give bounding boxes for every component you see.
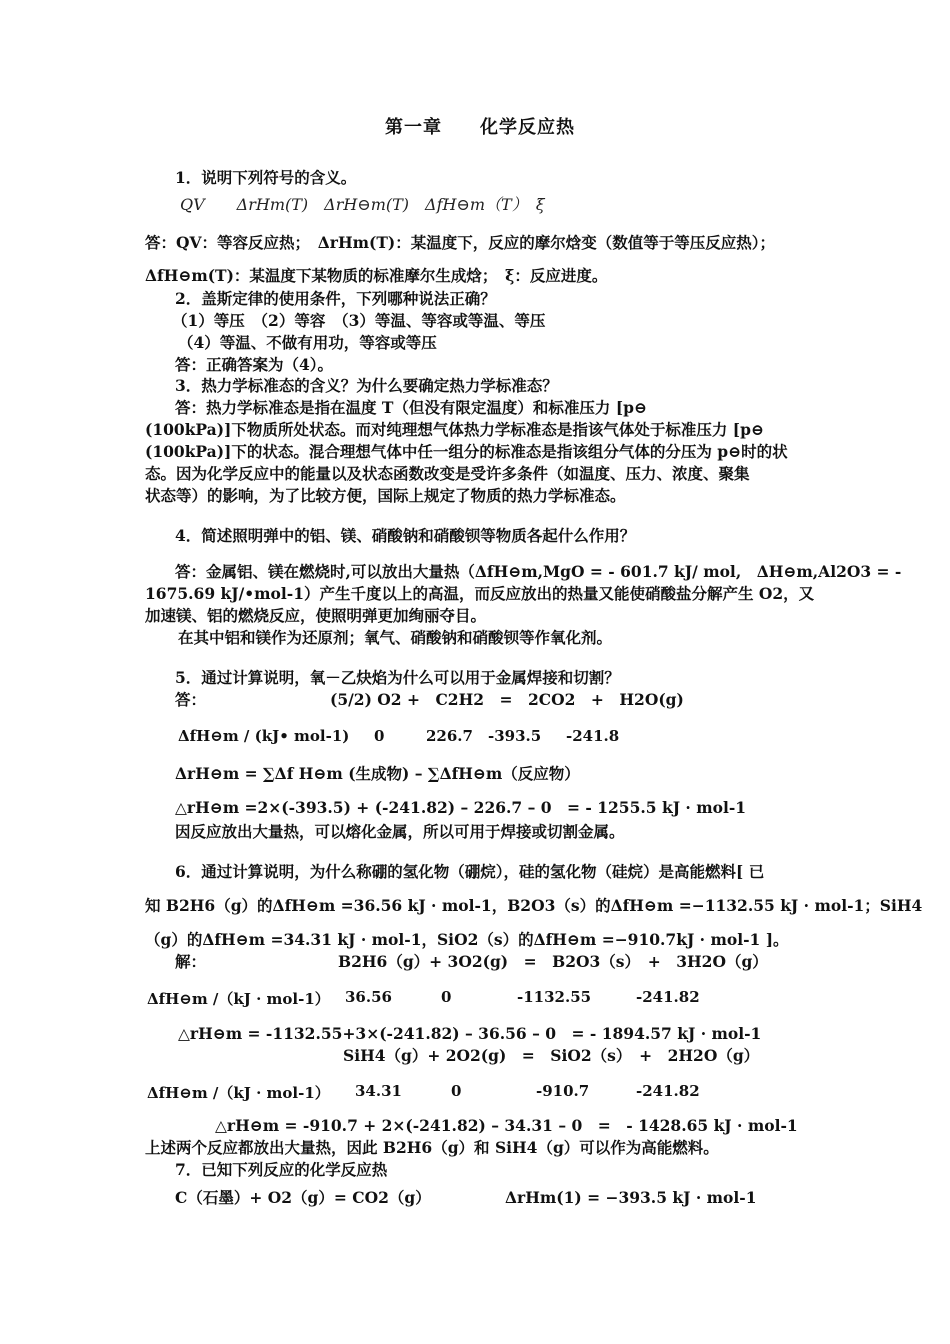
q2-options-2: （4）等温、不做有用功，等容或等压 <box>178 333 437 352</box>
q5-value: 226.7 <box>426 727 473 745</box>
q3-answer-line-1: 答：热力学标准态是指在温度 T（但没有限定温度）和标准压力 [p⊖ <box>175 398 647 417</box>
q2-options-1: （1）等压 （2）等容 （3）等温、等容或等温、等压 <box>172 311 546 330</box>
q4-answer-line-2: 1675.69 kJ/•mol-1）产生千度以上的高温，而反应放出的热量又能使硝酸盐分解产生 O2，又 <box>145 584 815 603</box>
q4-answer-line-4: 在其中铝和镁作为还原剂；氧气、硝酸钠和硝酸钡等作氧化剂。 <box>178 628 613 647</box>
q4-answer-line-3: 加速镁、铝的燃烧反应，使照明弹更加绚丽夺目。 <box>145 606 487 625</box>
q3-answer-line-2: (100kPa)]下物质所处状态。而对纯理想气体热力学标准态是指该气体处于标准压力 [p⊖ <box>145 420 764 439</box>
q1-answer-line-1: 答：QV：等容反应热； ΔrHm(T)：某温度下，反应的摩尔焓变（数值等于等压反应热）； <box>145 233 775 252</box>
question-6-line-1: 6．通过计算说明，为什么称硼的氢化物（硼烷），硅的氢化物（硅烷）是高能燃料[ 已 <box>175 862 765 881</box>
q6-solution-label: 解： <box>175 952 207 971</box>
q5-value: -393.5 <box>488 727 542 745</box>
q1-symbols: QV ΔrHm(T) ΔrH⊖m(T) ΔfH⊖m（T） ξ <box>180 195 545 214</box>
q5-enthalpy-label: ΔfH⊖m / (kJ• mol-1) <box>178 727 350 745</box>
q4-answer-line-1: 答：金属铝、镁在燃烧时,可以放出大量热（ΔfH⊖m,MgO = - 601.7 kJ/ mol, ΔH⊖m,Al2O3 = - <box>175 562 902 581</box>
question-4: 4．简述照明弹中的铝、镁、硝酸钠和硝酸钡等物质各起什么作用？ <box>175 526 636 545</box>
q6-value: -910.7 <box>536 1082 590 1100</box>
q3-answer-line-3: (100kPa)]下的状态。混合理想气体中任一组分的标准态是指该组分气体的分压为 p⊖时的状 <box>145 442 788 461</box>
question-1: 1．说明下列符号的含义。 <box>175 168 357 187</box>
q6-value: 36.56 <box>345 988 392 1006</box>
q3-answer-line-5: 状态等）的影响，为了比较方便，国际上规定了物质的热力学标准态。 <box>145 486 626 505</box>
q5-answer-label: 答： <box>175 690 207 709</box>
question-6-line-2: 知 B2H6（g）的ΔfH⊖m =36.56 kJ · mol-1，B2O3（s）的ΔfH⊖m =−1132.55 kJ · mol-1；SiH4 <box>145 896 923 915</box>
q5-formula: ΔrH⊖m = ∑Δf H⊖m (生成物) – ∑ΔfH⊖m（反应物） <box>175 764 580 783</box>
q6-reaction-1: B2H6（g）+ 3O2(g) = B2O3（s） + 3H2O（g） <box>338 952 768 971</box>
q1-answer-line-2: ΔfH⊖m(T)：某温度下某物质的标准摩尔生成焓； ξ：反应进度。 <box>145 266 608 285</box>
q6-value: -241.82 <box>636 988 700 1006</box>
q6-reaction-2: SiH4（g）+ 2O2(g) = SiO2（s） + 2H2O（g） <box>343 1046 760 1065</box>
q6-value: 34.31 <box>355 1082 402 1100</box>
q5-conclusion: 因反应放出大量热，可以熔化金属，所以可用于焊接或切割金属。 <box>175 822 625 841</box>
q5-value: 0 <box>374 727 385 745</box>
q6-value: -1132.55 <box>517 988 592 1006</box>
q6-calculation-2: △rH⊖m = -910.7 + 2×(-241.82) – 34.31 – 0 = - 1428.65 kJ · mol-1 <box>215 1116 798 1135</box>
q6-enthalpy-label: ΔfH⊖m /（kJ · mol-1） <box>147 1084 330 1102</box>
q6-value: 0 <box>451 1082 462 1100</box>
question-3: 3．热力学标准态的含义？为什么要确定热力学标准态？ <box>175 376 558 395</box>
q6-calculation-1: △rH⊖m = -1132.55+3×(-241.82) – 36.56 – 0 = - 1894.57 kJ · mol-1 <box>178 1024 762 1043</box>
q6-enthalpy-label: ΔfH⊖m /（kJ · mol-1） <box>147 990 330 1008</box>
q5-reaction: (5/2) O2 + C2H2 = 2CO2 + H2O(g) <box>330 690 684 709</box>
q6-value: -241.82 <box>636 1082 700 1100</box>
q5-value: -241.8 <box>566 727 620 745</box>
q6-enthalpy-row-2 <box>147 1082 827 1104</box>
question-7: 7．已知下列反应的化学反应热 <box>175 1160 388 1179</box>
q6-conclusion: 上述两个反应都放出大量热，因此 B2H6（g）和 SiH4（g）可以作为高能燃料。 <box>145 1138 719 1157</box>
q5-calculation: △rH⊖m =2×(-393.5) + (-241.82) – 226.7 – 0 = - 1255.5 kJ · mol-1 <box>175 798 747 817</box>
q6-value: 0 <box>441 988 452 1006</box>
question-2: 2．盖斯定律的使用条件，下列哪种说法正确？ <box>175 289 496 308</box>
q5-enthalpy-row <box>178 727 818 749</box>
question-5: 5．通过计算说明，氧－乙炔焰为什么可以用于金属焊接和切割？ <box>175 668 620 687</box>
q7-enthalpy: ΔrHm(1) = −393.5 kJ · mol-1 <box>505 1188 757 1207</box>
q2-answer: 答：正确答案为（4）。 <box>175 355 334 374</box>
q3-answer-line-4: 态。因为化学反应中的能量以及状态函数改变是受许多条件（如温度、压力、浓度、聚集 <box>145 464 750 483</box>
question-6-line-3: （g）的ΔfH⊖m =34.31 kJ · mol-1，SiO2（s）的ΔfH⊖m =−910.7kJ · mol-1 ]。 <box>145 930 789 949</box>
q6-enthalpy-row-1 <box>147 988 827 1010</box>
page-title: 第一章 化学反应热 <box>385 117 575 138</box>
q7-reaction: C（石墨）+ O2（g）= CO2（g） <box>175 1188 431 1207</box>
